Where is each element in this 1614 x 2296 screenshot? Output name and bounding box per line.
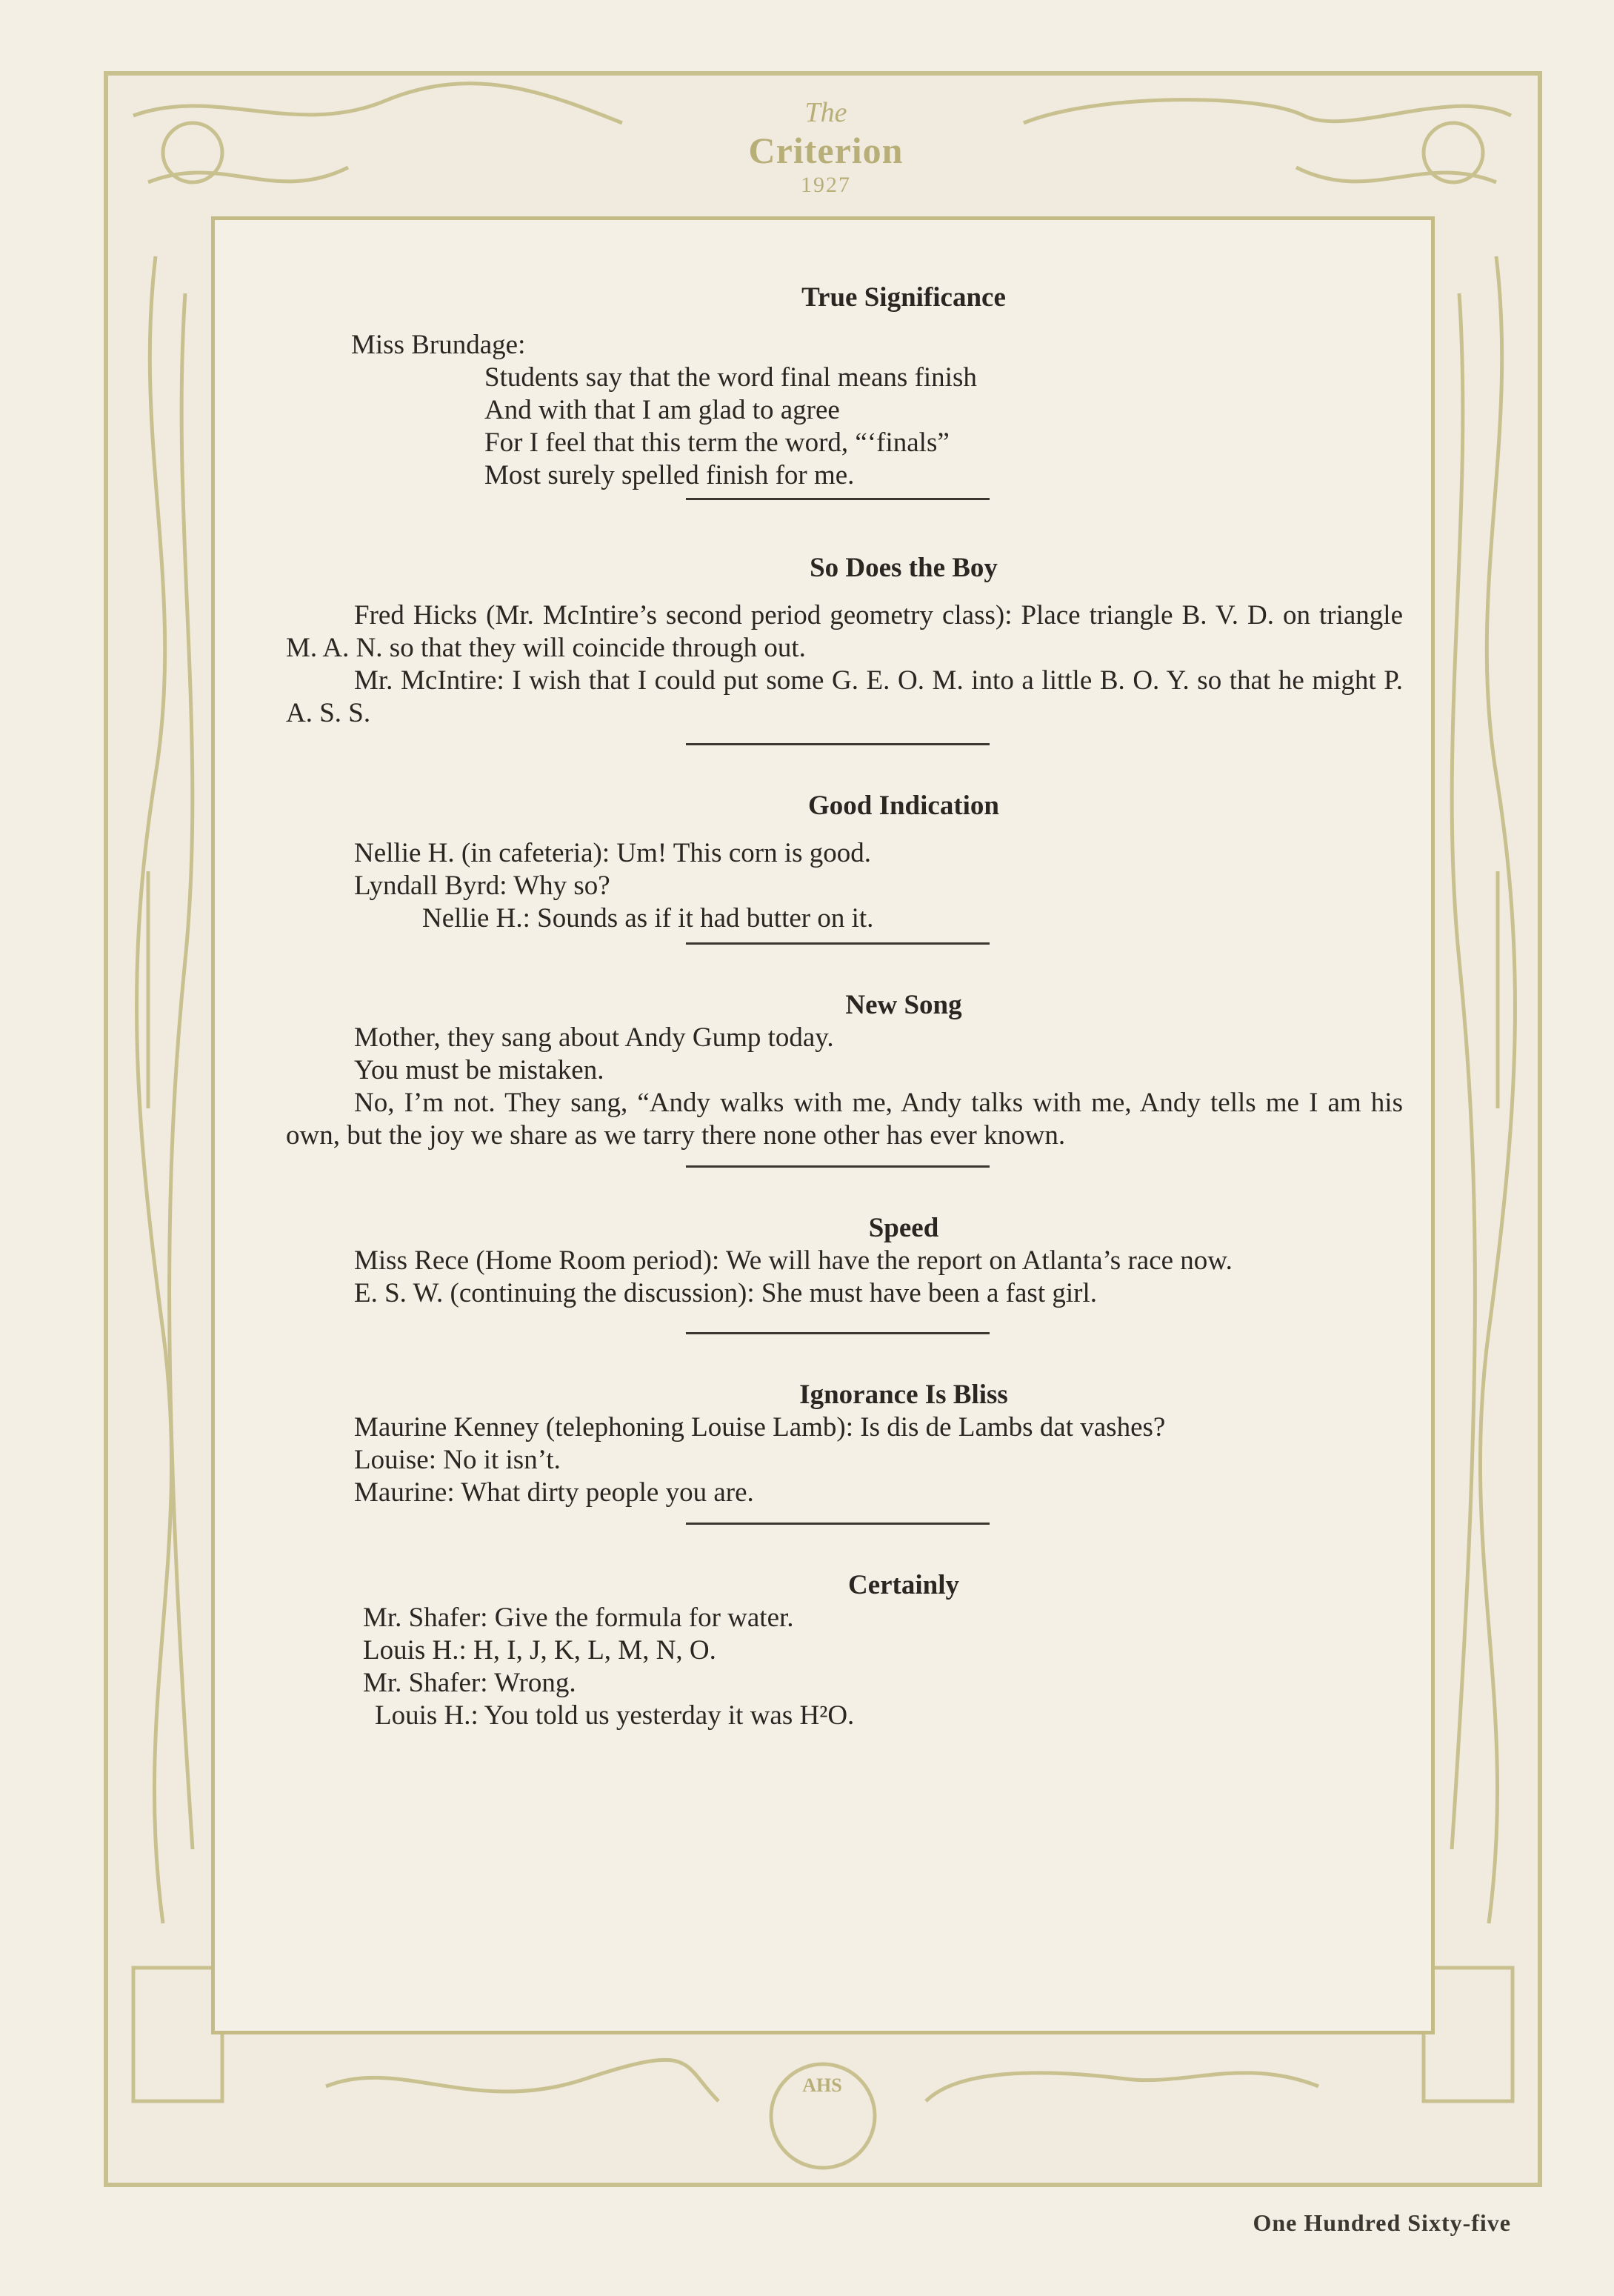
section-title: Ignorance Is Bliss bbox=[799, 1380, 1008, 1410]
dialogue-line: Nellie H.: Sounds as if it had butter on it. bbox=[422, 903, 874, 934]
masthead-title: Criterion bbox=[748, 130, 904, 171]
masthead-the: The bbox=[804, 97, 847, 128]
section-title: Good Indication bbox=[807, 791, 1000, 821]
section-title: True Significance bbox=[801, 282, 1006, 313]
bottom-emblem: AHS bbox=[802, 2074, 842, 2096]
section-speed bbox=[286, 1212, 1403, 1334]
section-title: New Song bbox=[845, 990, 962, 1020]
page-content bbox=[286, 282, 1403, 1732]
section-certainly bbox=[286, 1569, 1403, 1732]
dialogue-line: Mr. Shafer: Give the formula for water. bbox=[363, 1603, 794, 1633]
dialogue-line: You must be mistaken. bbox=[354, 1055, 604, 1085]
dialogue-line: Louise: No it isn’t. bbox=[354, 1445, 561, 1475]
dialogue-line: Louis H.: You told us yesterday it was H²O. bbox=[375, 1700, 855, 1731]
section-divider bbox=[686, 1332, 990, 1334]
paragraph: E. S. W. (continuing the discussion): She must have been a fast girl. bbox=[354, 1278, 1097, 1308]
section-good-indication bbox=[286, 790, 1403, 945]
verse-line: Students say that the word final means finish bbox=[484, 362, 977, 393]
verse-line: Most surely spelled finish for me. bbox=[484, 460, 855, 490]
verse-line: And with that I am glad to agree bbox=[484, 395, 840, 425]
dialogue-line: Maurine: What dirty people you are. bbox=[354, 1477, 754, 1508]
dialogue-line: Mr. Shafer: Wrong. bbox=[363, 1668, 576, 1698]
section-new-song bbox=[286, 989, 1403, 1168]
section-divider bbox=[686, 1165, 990, 1168]
paragraph: No, I’m not. They sang, “Andy walks with me, Andy talks with me, Andy tells me I am his own, but the joy we share as we tarry there none other has ever known. bbox=[286, 1088, 1403, 1151]
masthead bbox=[704, 96, 948, 199]
section-divider bbox=[686, 942, 990, 945]
section-title: Certainly bbox=[847, 1570, 960, 1600]
section-ignorance-is-bliss bbox=[286, 1379, 1403, 1525]
paragraph: Fred Hicks (Mr. McIntire’s second period geometry class): Place triangle B. V. D. on triangle M. A. N. so that they will coincide through out. bbox=[286, 600, 1403, 663]
section-title: Speed bbox=[868, 1213, 939, 1243]
dialogue-line: Nellie H. (in cafeteria): Um! This corn is good. bbox=[354, 838, 871, 868]
section-divider bbox=[686, 743, 990, 745]
dialogue-line: Mother, they sang about Andy Gump today. bbox=[354, 1022, 834, 1053]
verse-line: For I feel that this term the word, “‘finals” bbox=[484, 427, 950, 458]
page-number: One Hundred Sixty-five bbox=[1253, 2209, 1511, 2236]
paragraph: Miss Rece (Home Room period): We will have the report on Atlanta’s race now. bbox=[354, 1245, 1233, 1276]
speaker-name: Miss Brundage: bbox=[351, 330, 526, 360]
section-so-does-the-boy bbox=[286, 552, 1403, 745]
section-title: So Does the Boy bbox=[810, 553, 998, 583]
section-divider bbox=[686, 498, 990, 500]
dialogue-line: Lyndall Byrd: Why so? bbox=[354, 871, 610, 901]
masthead-year: 1927 bbox=[801, 173, 851, 197]
section-true-significance bbox=[286, 282, 1403, 500]
paragraph: Mr. McIntire: I wish that I could put some G. E. O. M. into a little B. O. Y. so that he might P. A. S. S. bbox=[286, 665, 1403, 728]
paragraph: Maurine Kenney (telephoning Louise Lamb): Is dis de Lambs dat vashes? bbox=[354, 1412, 1166, 1443]
dialogue-line: Louis H.: H, I, J, K, L, M, N, O. bbox=[363, 1635, 716, 1666]
section-divider bbox=[686, 1523, 990, 1525]
